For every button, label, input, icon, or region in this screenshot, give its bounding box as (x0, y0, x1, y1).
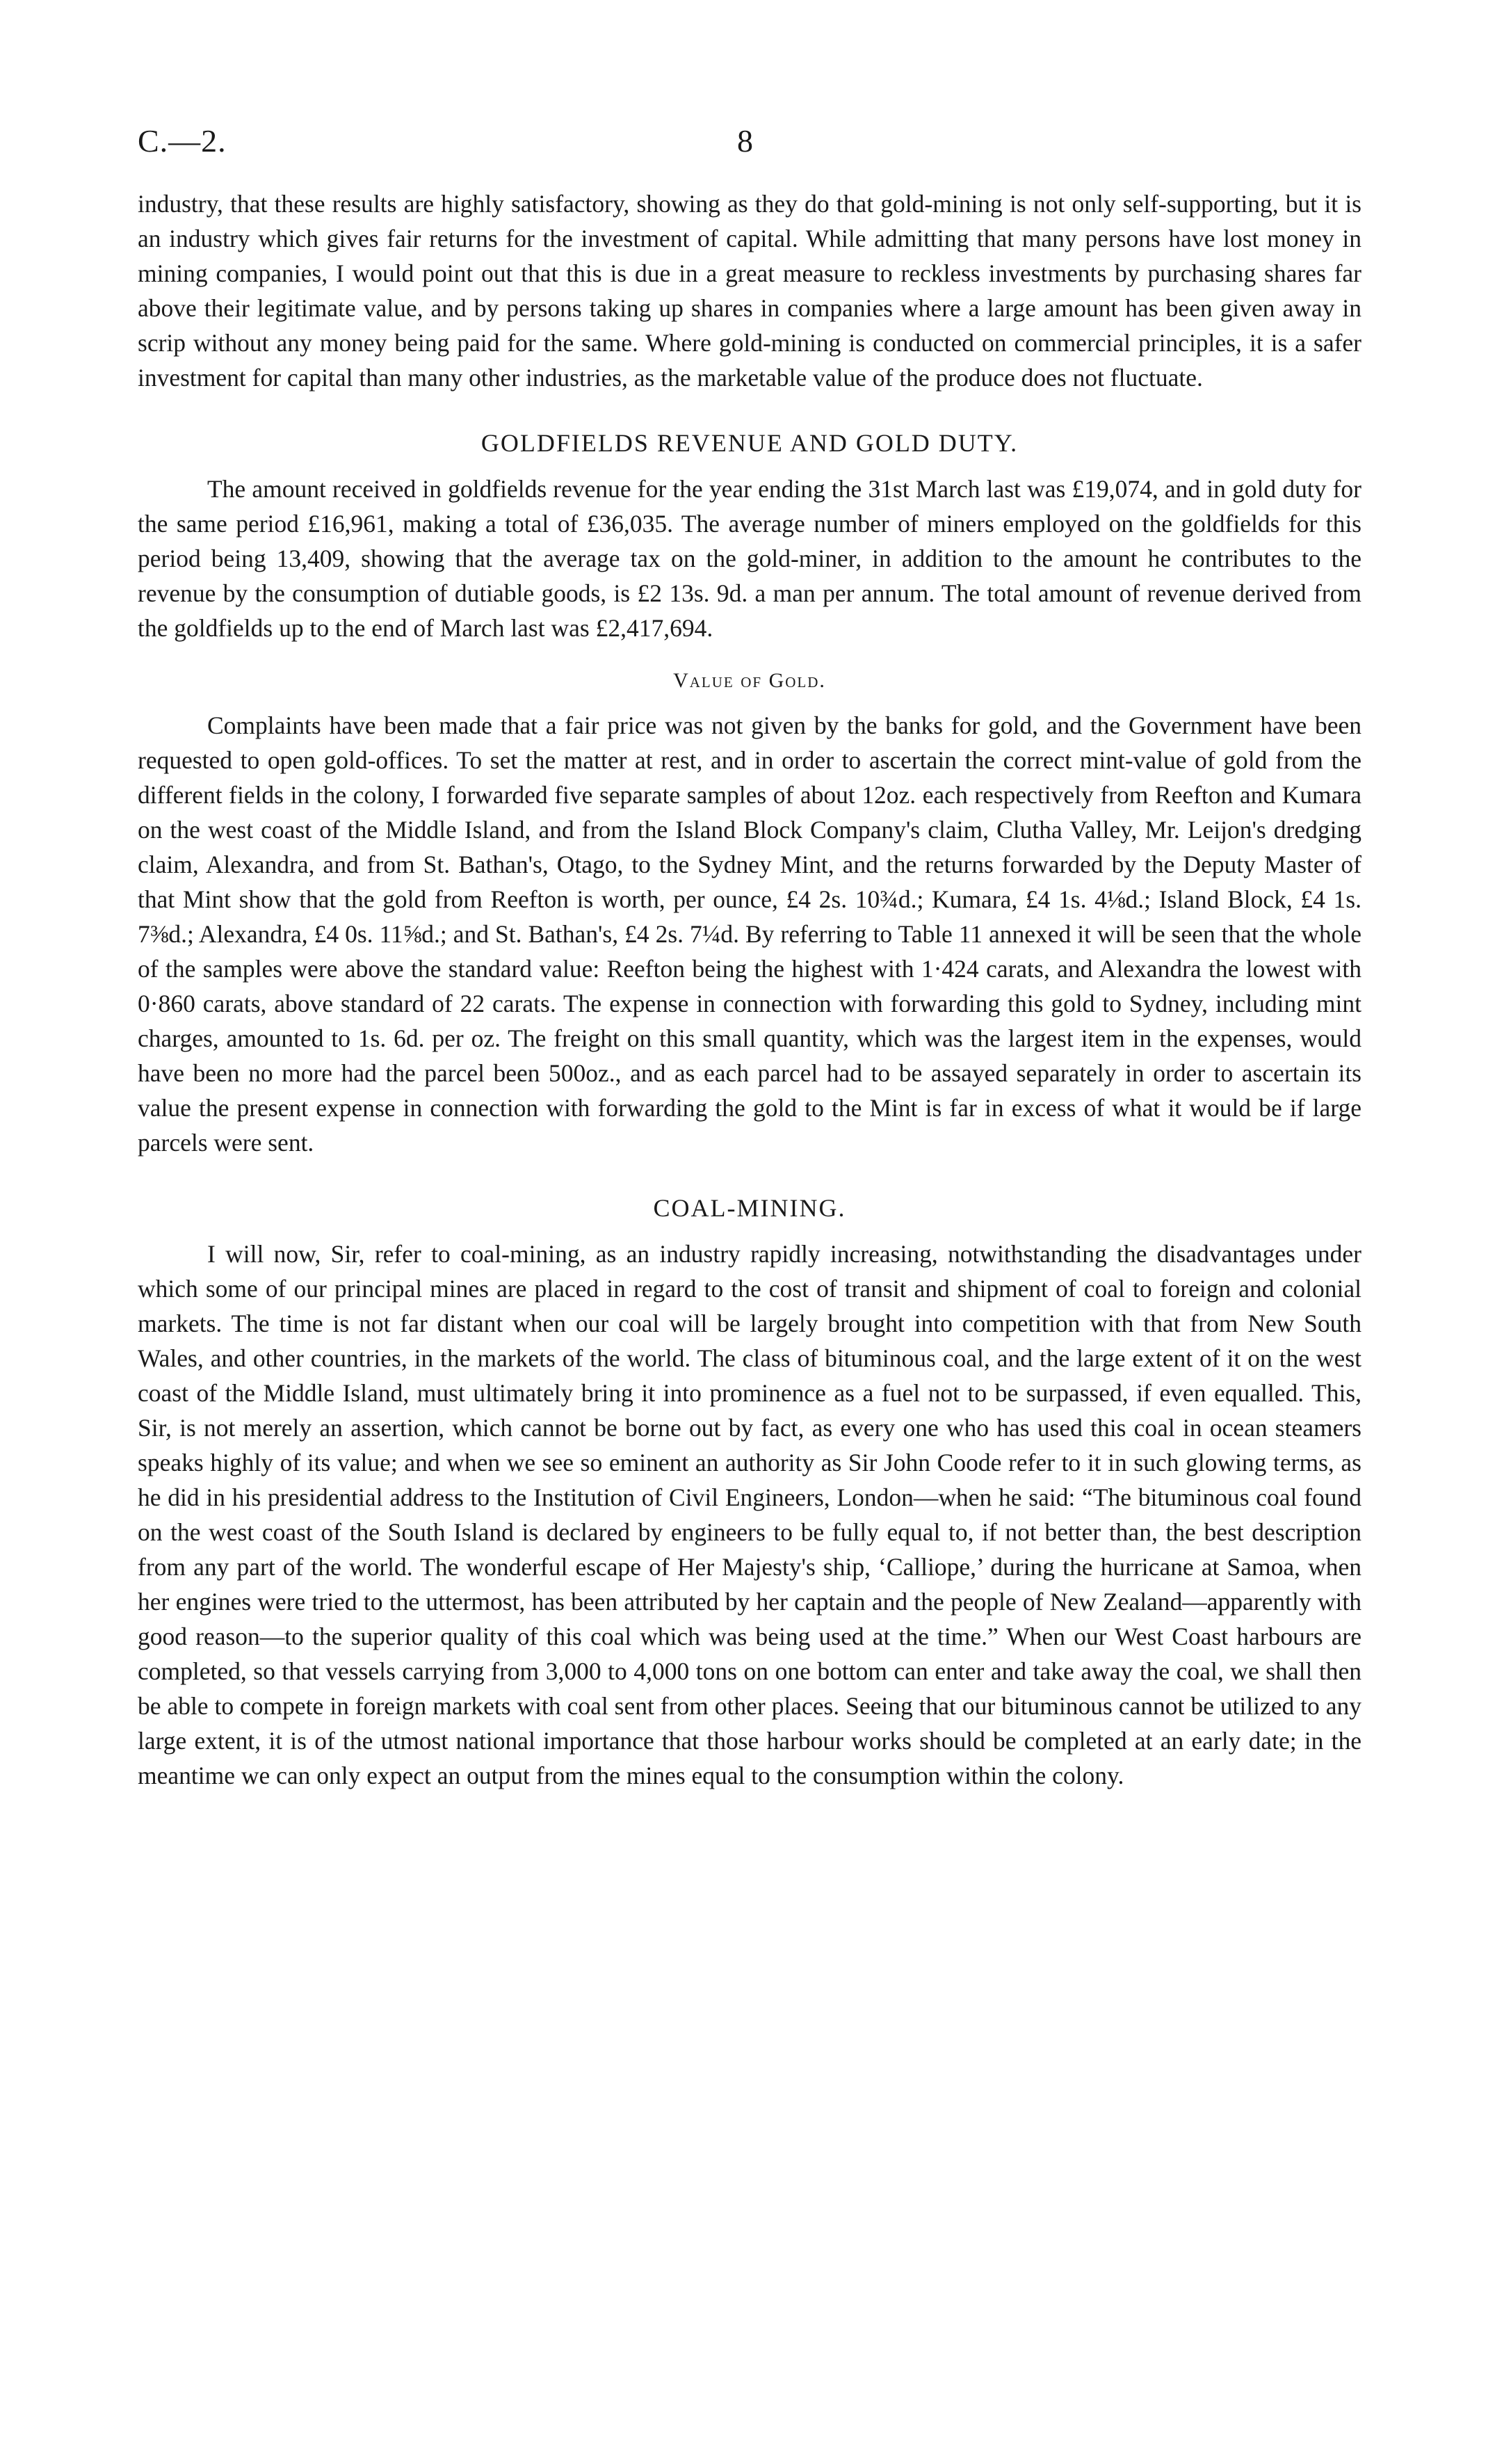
page-body (138, 186, 1361, 1793)
revenue-paragraph: The amount received in goldfields revenue for the year ending the 31st March last was £19,074, and in gold duty for the same period £16,961, making a total of £36,035. The average number of miners employed on the goldfields for this period being 13,409, showing that the average tax on the gold-miner, in addition to the amount he contributes to the revenue by the consumption of dutiable goods, is £2 13s. 9d. a man per annum. The total amount of revenue derived from the goldfields up to the end of March last was £2,417,694. (138, 475, 1361, 642)
page-number: 8 (737, 123, 753, 159)
value-of-gold-paragraph: Complaints have been made that a fair price was not given by the banks for gold, and the Government have been requested to open gold-offices. To set the matter at rest, and in order to ascertain the correct mint-value of gold from the different fields in the colony, I forwarded five separate samples of about 12oz. each respectively from Reefton and Kumara on the west coast of the Middle Island, and from the Island Block Company's claim, Clutha Valley, Mr. Leijon's dredging claim, Alexandra, and from St. Bathan's, Otago, to the Sydney Mint, and the returns forwarded by the Deputy Master of that Mint show that the gold from Reefton is worth, per ounce, £4 2s. 10¾d.; Kumara, £4 1s. 4⅛d.; Island Block, £4 1s. 7⅜d.; Alexandra, £4 0s. 11⅝d.; and St. Bathan's, £4 2s. 7¼d. By referring to Table 11 annexed it will be seen that the whole of the samples were above the standard value: Reefton being the highest with 1·424 carats, and Alexandra the lowest with 0·860 carats, above standard of 22 carats. The expense in connection with forwarding this gold to Sydney, including mint charges, amounted to 1s. 6d. per oz. The freight on this small quantity, which was the largest item in the expenses, would have been no more had the parcel been 500oz., and as each parcel had to be assayed separately in order to ascertain its value the present expense in connection with forwarding the gold to the Mint is far in excess of what it would be if large parcels were sent. (138, 711, 1361, 1157)
value-of-gold-heading: Value of Gold. (673, 669, 826, 692)
coal-mining-heading: COAL-MINING. (653, 1194, 846, 1222)
intro-paragraph: industry, that these results are highly satisfactory, showing as they do that gold-mining is not only self-supporting, but it is an industry which gives fair returns for the investment of capital. While admitting that many persons have lost money in mining companies, I would point out that this is due in a great measure to reckless investments by purchasing shares far above their legitimate value, and by persons taking up shares in companies where a large amount has been given away in scrip without any money being paid for the same. Where gold-mining is conducted on commercial principles, it is a safer investment for capital than many other industries, as the marketable value of the produce does not fluctuate. (138, 190, 1361, 392)
coal-mining-paragraph: I will now, Sir, refer to coal-mining, as an industry rapidly increasing, notwithstanding the disadvantages under which some of our principal mines are placed in regard to the cost of transit and shipment of coal to foreign and colonial markets. The time is not far distant when our coal will be largely brought into competition with that from New South Wales, and other countries, in the markets of the world. The class of bituminous coal, and the large extent of it on the west coast of the Middle Island, must ultimately bring it into prominence as a fuel not to be surpassed, if even equalled. This, Sir, is not merely an assertion, which cannot be borne out by fact, as every one who has used this coal in ocean steamers speaks highly of its value; and when we see so eminent an authority as Sir John Coode refer to it in such glowing terms, as he did in his presidential address to the Institution of Civil Engineers, London—when he said: “The bituminous coal found on the west coast of the South Island is declared by engineers to be fully equal to, if not better than, the best description from any part of the world. The wonderful escape of Her Majesty's ship, ‘Calliope,’ during the hurricane at Samoa, when her engines were tried to the uttermost, has been attributed by her captain and the people of New Zealand—apparently with good reason—to the superior quality of this coal which was being used at the time.” When our West Coast harbours are completed, so that vessels carrying from 3,000 to 4,000 tons on one bottom can enter and take away the coal, we shall then be able to compete in foreign markets with coal sent from other places. Seeing that our bituminous cannot be utilized to any large extent, it is of the utmost national importance that those harbour works should be completed at an early date; in the meantime we can only expect an output from the mines equal to the consumption within the colony. (138, 1240, 1361, 1789)
revenue-heading: GOLDFIELDS REVENUE AND GOLD DUTY. (480, 429, 1019, 457)
document-reference: C.—2. (138, 123, 227, 159)
